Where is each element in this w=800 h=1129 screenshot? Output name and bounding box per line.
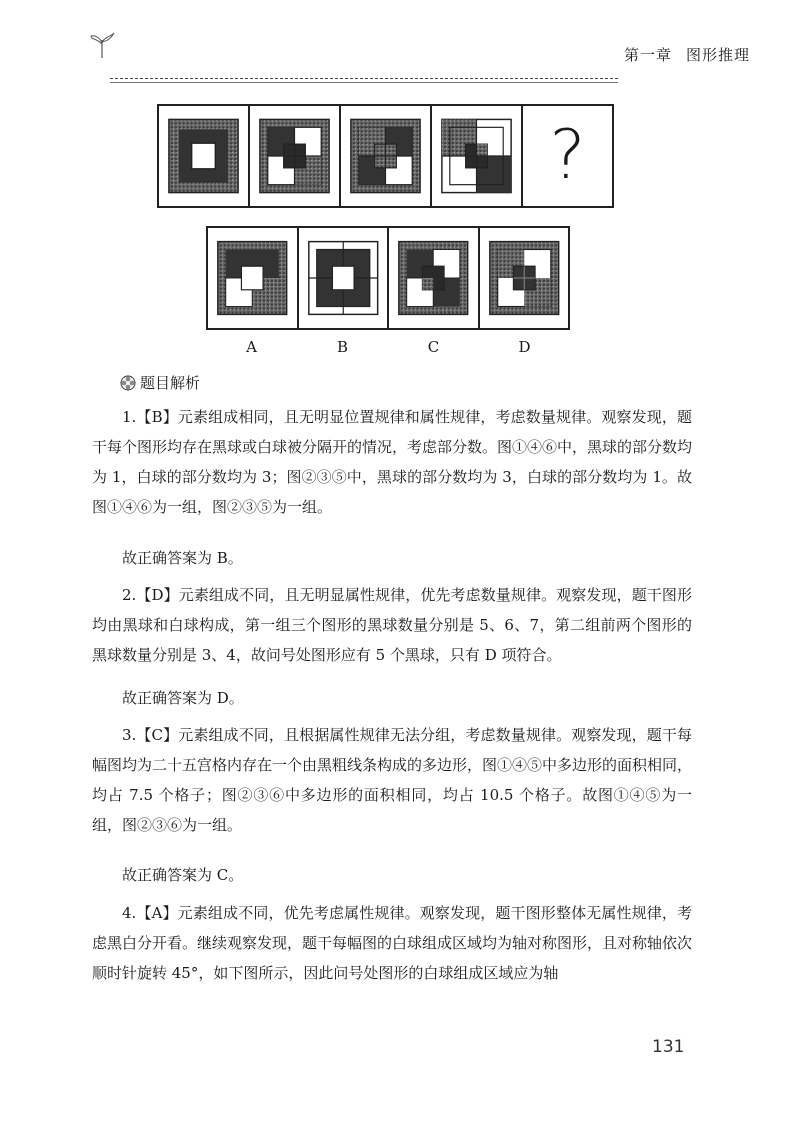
pattern-image (208, 228, 297, 328)
page-number: 131 (652, 1037, 685, 1057)
option-figure-b (299, 228, 390, 328)
pattern-image (341, 106, 430, 206)
sprout-icon (88, 30, 118, 60)
question-mark: ? (549, 116, 586, 195)
flower-icon (120, 375, 136, 391)
section-heading (120, 372, 200, 393)
pattern-image (159, 106, 248, 206)
answer-line-1: 故正确答案为 B。 (122, 549, 243, 567)
option-figure-a (208, 228, 299, 328)
chapter-label: 第一章 (624, 46, 673, 64)
option-figure-c (389, 228, 480, 328)
header-rule (110, 78, 618, 79)
option-figure-row (206, 226, 570, 330)
answer-line-3: 故正确答案为 C。 (122, 866, 244, 884)
question-figure-2 (250, 106, 341, 206)
pattern-image (250, 106, 339, 206)
pattern-image (299, 228, 388, 328)
pattern-image (432, 106, 521, 206)
section-label: 图形推理 (686, 46, 751, 64)
chapter-title (624, 44, 764, 65)
pattern-image (480, 228, 569, 328)
option-label-c: C (427, 338, 440, 356)
option-label-d: D (518, 338, 531, 356)
answer-line-2: 故正确答案为 D。 (122, 689, 244, 707)
analysis-paragraph-4: 4.【A】元素组成不同，优先考虑属性规律。观察发现，题干图形整体无属性规律，考虑黑白分开看。继续观察发现，题干每幅图的白球组成区域均为轴对称图形，且对称轴依次顺时针旋转 45°，如下图所示，因此问号处图形的白球组成区域应为轴 (92, 904, 693, 982)
page-header (88, 30, 751, 70)
option-label-b: B (336, 338, 349, 356)
question-figure-1 (159, 106, 250, 206)
question-mark-cell (523, 106, 612, 206)
question-figure-3 (341, 106, 432, 206)
analysis-paragraph-3: 3.【C】元素组成不同，且根据属性规律无法分组，考虑数量规律。观察发现，题干每幅图均为二十五宫格内存在一个由黑粗线条构成的多边形，图①④⑤中多边形的面积相同，均占 7.5 个格子；图②③⑥中多边形的面积相同，均占 10.5 个格子。故图①④⑤为一组，图②③⑥为一组。 (92, 726, 693, 834)
section-heading-text: 题目解析 (140, 374, 201, 392)
analysis-paragraph-1: 1.【B】元素组成相同，且无明显位置规律和属性规律，考虑数量规律。观察发现，题干每个图形均存在黑球或白球被分隔开的情况，考虑部分数。图①④⑥中，黑球的部分数均为 1，白球的部分数均为 3；图②③⑤中，黑球的部分数均为 3，白球的部分数均为 1。故图①④⑥为一组，图②③⑤为一组。 (92, 408, 693, 516)
pattern-image (389, 228, 478, 328)
header-rule-2 (110, 82, 618, 83)
option-figure-d (480, 228, 569, 328)
option-label-a: A (246, 338, 257, 356)
question-figure-row (157, 104, 614, 208)
option-labels (206, 338, 570, 356)
analysis-paragraph-2: 2.【D】元素组成不同，且无明显属性规律，优先考虑数量规律。观察发现，题干图形均由黑球和白球构成，第一组三个图形的黑球数量分别是 5、6、7，第二组前两个图形的黑球数量分别是 3、4，故问号处图形应有 5 个黑球，只有 D 项符合。 (92, 586, 692, 664)
question-figure-4 (432, 106, 523, 206)
